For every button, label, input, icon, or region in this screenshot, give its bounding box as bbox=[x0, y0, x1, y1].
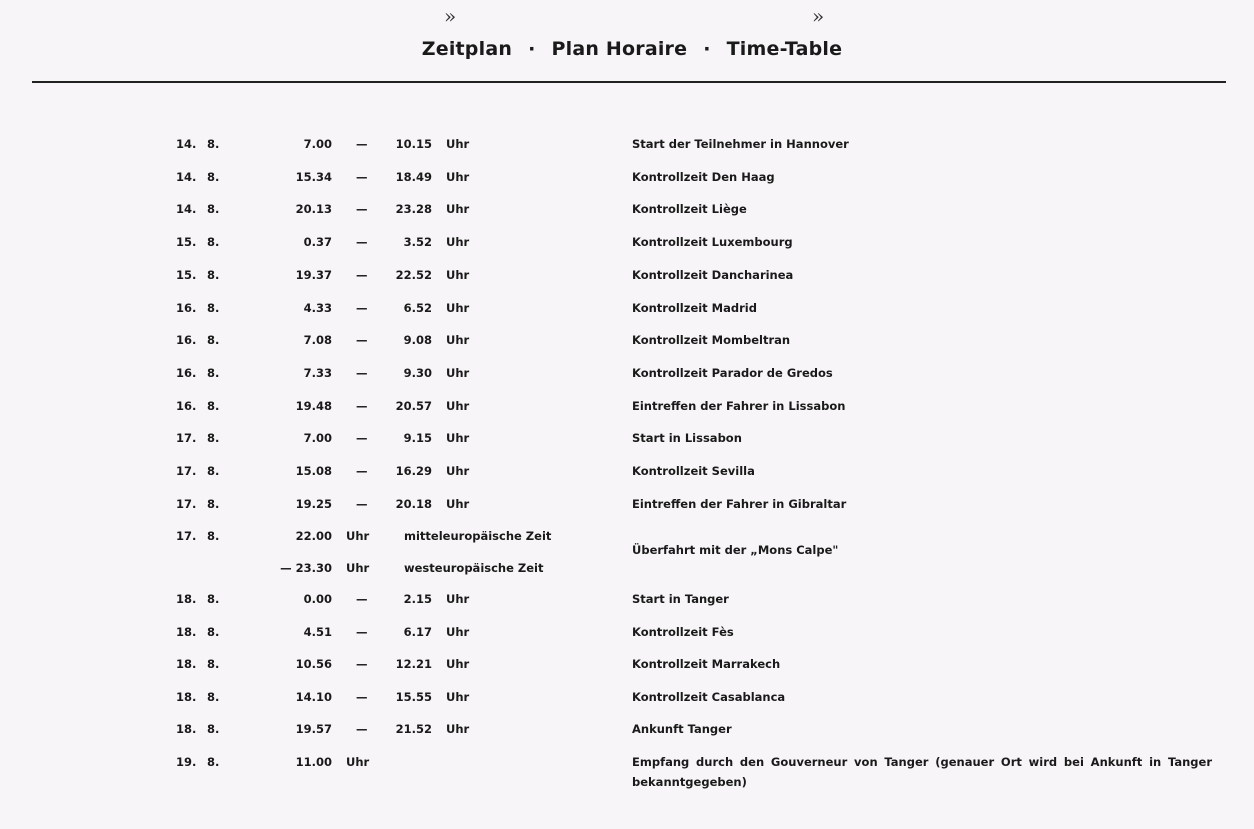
table-row bbox=[0, 687, 1254, 709]
start-time: 7.33 bbox=[303, 365, 332, 380]
date-month: 8. bbox=[207, 300, 220, 315]
end-time: 9.15 bbox=[403, 431, 432, 446]
event-description: Kontrollzeit Mombeltran bbox=[632, 333, 791, 348]
uhr-label: Uhr bbox=[446, 722, 470, 736]
table-row bbox=[0, 494, 1254, 516]
time-dash: — bbox=[356, 431, 368, 446]
time-dash: — bbox=[356, 300, 368, 315]
title-german: Zeitplan bbox=[421, 38, 513, 60]
end-time: 9.08 bbox=[403, 333, 432, 348]
uhr-label: Uhr bbox=[446, 431, 470, 446]
start-time: 14.10 bbox=[295, 689, 332, 704]
reception-row bbox=[0, 752, 1254, 796]
uhr-label: Uhr bbox=[446, 365, 470, 380]
date-month: 8. bbox=[207, 202, 220, 217]
time-dash: — bbox=[356, 592, 368, 606]
ferry-event: Überfahrt mit der „Mons Calpe" bbox=[632, 543, 839, 557]
table-row bbox=[0, 134, 1254, 156]
time-dash: — bbox=[356, 333, 368, 348]
end-time: 23.28 bbox=[395, 202, 432, 217]
date-day: 17. bbox=[176, 496, 197, 511]
uhr-label: Uhr bbox=[446, 202, 470, 217]
uhr-label: Uhr bbox=[446, 398, 470, 413]
end-time: 21.52 bbox=[395, 722, 432, 736]
event-description: Kontrollzeit Fès bbox=[632, 624, 734, 639]
uhr-label: Uhr bbox=[446, 169, 470, 184]
date-month: 8. bbox=[207, 529, 220, 543]
date-month: 8. bbox=[207, 137, 220, 151]
table-row bbox=[0, 719, 1254, 741]
title-english: Time-Table bbox=[726, 38, 843, 60]
end-time: 6.17 bbox=[403, 624, 432, 639]
start-time: 15.34 bbox=[295, 169, 332, 184]
uhr-label: Uhr bbox=[446, 496, 470, 511]
reception-event: Empfang durch den Gouverneur von Tanger (genauer Ort wird bei Ankunft in Tanger bekanntgegeben) bbox=[632, 755, 1212, 789]
end-time: 15.55 bbox=[395, 689, 432, 704]
date-month: 8. bbox=[207, 235, 220, 250]
start-time: 4.33 bbox=[303, 300, 332, 315]
end-time: 12.21 bbox=[395, 657, 432, 671]
event-description: Kontrollzeit Sevilla bbox=[632, 464, 755, 478]
decorative-quote-mark-left: » bbox=[444, 4, 455, 28]
end-time: 9.30 bbox=[403, 365, 432, 380]
date-month: 8. bbox=[207, 365, 220, 380]
time-dash: — bbox=[356, 398, 368, 413]
end-time: 22.52 bbox=[395, 267, 432, 282]
date-day: 18. bbox=[176, 592, 197, 606]
title-french: Plan Horaire bbox=[551, 38, 688, 60]
table-row bbox=[0, 461, 1254, 483]
start-time: 19.25 bbox=[295, 496, 332, 511]
date-month: 8. bbox=[207, 431, 220, 446]
end-time: 18.49 bbox=[395, 169, 432, 184]
date-month: 8. bbox=[207, 398, 220, 413]
date-month: 8. bbox=[207, 496, 220, 511]
timezone-cet: mitteleuropäische Zeit bbox=[404, 529, 552, 543]
uhr-label: Uhr bbox=[446, 464, 470, 478]
end-time: 3.52 bbox=[403, 235, 432, 250]
table-row bbox=[0, 232, 1254, 254]
end-time: 6.52 bbox=[403, 300, 432, 315]
date-day: 18. bbox=[176, 722, 197, 736]
event-description: Kontrollzeit Den Haag bbox=[632, 169, 775, 184]
end-time: 20.18 bbox=[395, 496, 432, 511]
event-description: Start der Teilnehmer in Hannover bbox=[632, 137, 849, 151]
table-row bbox=[0, 622, 1254, 644]
start-time: 19.57 bbox=[295, 722, 332, 736]
date-day: 14. bbox=[176, 169, 197, 184]
date-day: 17. bbox=[176, 529, 197, 543]
start-time: 15.08 bbox=[295, 464, 332, 478]
table-row bbox=[0, 298, 1254, 320]
date-day: 16. bbox=[176, 300, 197, 315]
date-day: 17. bbox=[176, 464, 197, 478]
decorative-quote-mark-right: » bbox=[812, 4, 823, 28]
start-time: 7.08 bbox=[303, 333, 332, 348]
title-separator: · bbox=[703, 38, 711, 60]
time-dash: — bbox=[356, 464, 368, 478]
event-description: Start in Lissabon bbox=[632, 431, 742, 446]
uhr-label: Uhr bbox=[446, 689, 470, 704]
date-day: 16. bbox=[176, 333, 197, 348]
time-dash: — bbox=[356, 267, 368, 282]
table-row bbox=[0, 396, 1254, 418]
table-row bbox=[0, 589, 1254, 611]
uhr-label: Uhr bbox=[446, 300, 470, 315]
ferry-row-2 bbox=[0, 558, 1254, 580]
event-description: Kontrollzeit Dancharinea bbox=[632, 267, 794, 282]
start-time: 7.00 bbox=[303, 431, 332, 446]
date-day: 16. bbox=[176, 365, 197, 380]
uhr-label: Uhr bbox=[446, 137, 470, 151]
date-day: 19. bbox=[176, 755, 197, 769]
time-dash: — bbox=[356, 365, 368, 380]
date-month: 8. bbox=[207, 592, 220, 606]
end-time: 10.15 bbox=[395, 137, 432, 151]
date-day: 18. bbox=[176, 657, 197, 671]
event-description: Eintreffen der Fahrer in Gibraltar bbox=[632, 496, 847, 511]
date-day: 17. bbox=[176, 431, 197, 446]
start-time: 19.48 bbox=[295, 398, 332, 413]
time-dash: — bbox=[356, 722, 368, 736]
uhr-label: Uhr bbox=[346, 755, 370, 769]
date-day: 15. bbox=[176, 235, 197, 250]
event-description: Ankunft Tanger bbox=[632, 722, 732, 736]
date-day: 16. bbox=[176, 398, 197, 413]
date-day: 14. bbox=[176, 137, 197, 151]
end-time: 20.57 bbox=[395, 398, 432, 413]
event-description: Start in Tanger bbox=[632, 592, 729, 606]
uhr-label: Uhr bbox=[446, 592, 470, 606]
date-month: 8. bbox=[207, 722, 220, 736]
start-time: 20.13 bbox=[295, 202, 332, 217]
time-dash: — bbox=[356, 137, 368, 151]
timezone-wet: westeuropäische Zeit bbox=[404, 561, 544, 575]
uhr-label: Uhr bbox=[446, 624, 470, 639]
time-dash: — bbox=[356, 496, 368, 511]
date-month: 8. bbox=[207, 689, 220, 704]
uhr-label: Uhr bbox=[446, 235, 470, 250]
table-row bbox=[0, 199, 1254, 221]
uhr-label: Uhr bbox=[446, 657, 470, 671]
date-day: 18. bbox=[176, 689, 197, 704]
end-time: 2.15 bbox=[403, 592, 432, 606]
start-time: 7.00 bbox=[303, 137, 332, 151]
event-description: Kontrollzeit Marrakech bbox=[632, 657, 781, 671]
event-description: Kontrollzeit Liège bbox=[632, 202, 747, 217]
time-dash: — bbox=[356, 235, 368, 250]
start-time: 19.37 bbox=[295, 267, 332, 282]
table-row bbox=[0, 167, 1254, 189]
table-row bbox=[0, 363, 1254, 385]
date-day: 14. bbox=[176, 202, 197, 217]
uhr-label: Uhr bbox=[346, 529, 370, 543]
time-dash: — bbox=[356, 689, 368, 704]
ferry-time-wet: — 23.30 bbox=[280, 561, 332, 575]
start-time: 10.56 bbox=[295, 657, 332, 671]
time-dash: — bbox=[356, 169, 368, 184]
page-title bbox=[0, 38, 1254, 60]
event-description: Eintreffen der Fahrer in Lissabon bbox=[632, 398, 846, 413]
end-time: 16.29 bbox=[395, 464, 432, 478]
date-day: 15. bbox=[176, 267, 197, 282]
ferry-time-cet: 22.00 bbox=[295, 529, 332, 543]
uhr-label: Uhr bbox=[346, 561, 370, 575]
start-time: 0.37 bbox=[303, 235, 332, 250]
date-month: 8. bbox=[207, 333, 220, 348]
title-separator: · bbox=[528, 38, 536, 60]
start-time: 4.51 bbox=[303, 624, 332, 639]
table-row bbox=[0, 330, 1254, 352]
start-time: 0.00 bbox=[303, 592, 332, 606]
date-month: 8. bbox=[207, 755, 220, 769]
uhr-label: Uhr bbox=[446, 267, 470, 282]
table-row bbox=[0, 654, 1254, 676]
time-dash: — bbox=[356, 657, 368, 671]
time-dash: — bbox=[356, 202, 368, 217]
time-dash: — bbox=[356, 624, 368, 639]
reception-time: 11.00 bbox=[295, 755, 332, 769]
title-divider bbox=[32, 81, 1226, 83]
date-month: 8. bbox=[207, 464, 220, 478]
uhr-label: Uhr bbox=[446, 333, 470, 348]
date-month: 8. bbox=[207, 624, 220, 639]
table-row bbox=[0, 265, 1254, 287]
date-month: 8. bbox=[207, 657, 220, 671]
date-day: 18. bbox=[176, 624, 197, 639]
event-description: Kontrollzeit Casablanca bbox=[632, 689, 786, 704]
event-description: Kontrollzeit Parador de Gredos bbox=[632, 365, 833, 380]
event-description: Kontrollzeit Madrid bbox=[632, 300, 757, 315]
date-month: 8. bbox=[207, 267, 220, 282]
event-description: Kontrollzeit Luxembourg bbox=[632, 235, 793, 250]
date-month: 8. bbox=[207, 169, 220, 184]
table-row bbox=[0, 428, 1254, 450]
